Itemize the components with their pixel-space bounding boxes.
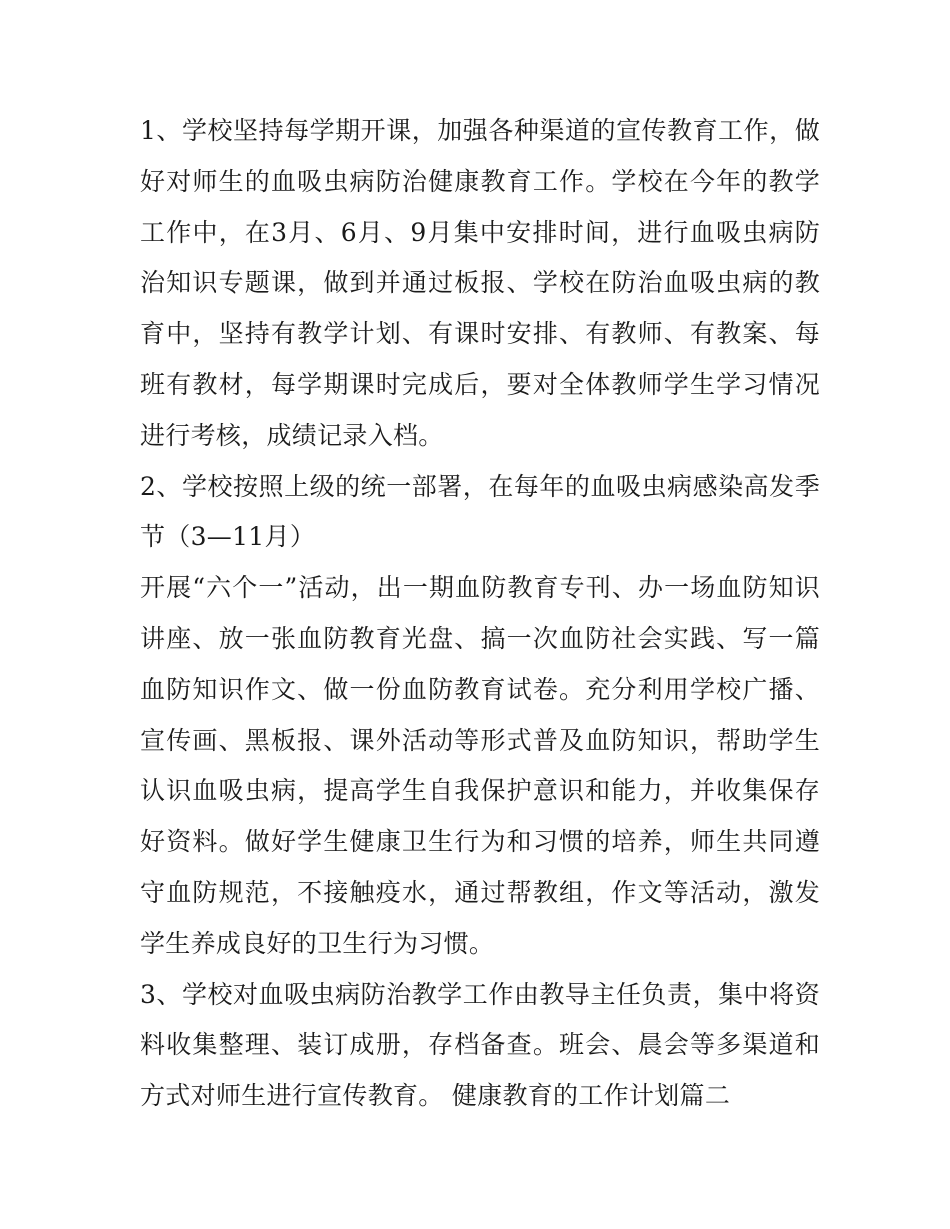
paragraph-1: 1、学校坚持每学期开课，加强各种渠道的宣传教育工作，做好对师生的血吸虫病防治健康教育工作。学校在今年的教学工作中，在3月、6月、9月集中安排时间，进行血吸虫病防治知识专题课，做到并通过板报、学校在防治血吸虫病的教育中，坚持有教学计划、有课时安排、有教师、有教案、每班有教材，每学期课时完成后，要对全体教师学生学习情况进行考核，成绩记录入档。 <box>140 116 820 450</box>
paragraph-3: 开展“六个一”活动，出一期血防教育专刊、办一场血防知识讲座、放一张血防教育光盘、搞一次血防社会实践、写一篇血防知识作文、做一份血防教育试卷。充分利用学校广播、宣传画、黑板报、课外活动等形式普及血防知识，帮助学生认识血吸虫病，提高学生自我保护意识和能力，并收集保存好资料。做好学生健康卫生行为和习惯的培养，师生共同遵守血防规范，不接触疫水，通过帮教组，作文等活动，激发学生养成良好的卫生行为习惯。 <box>140 573 820 958</box>
document-body <box>140 106 820 1122</box>
paragraph-2: 2、学校按照上级的统一部署，在每年的血吸虫病感染高发季节（3—11月） <box>140 471 820 552</box>
paragraph-4: 3、学校对血吸虫病防治教学工作由教导主任负责，集中将资料收集整理、装订成册，存档备查。班会、晨会等多渠道和方式对师生进行宣传教育。 健康教育的工作计划篇二 <box>140 979 820 1111</box>
